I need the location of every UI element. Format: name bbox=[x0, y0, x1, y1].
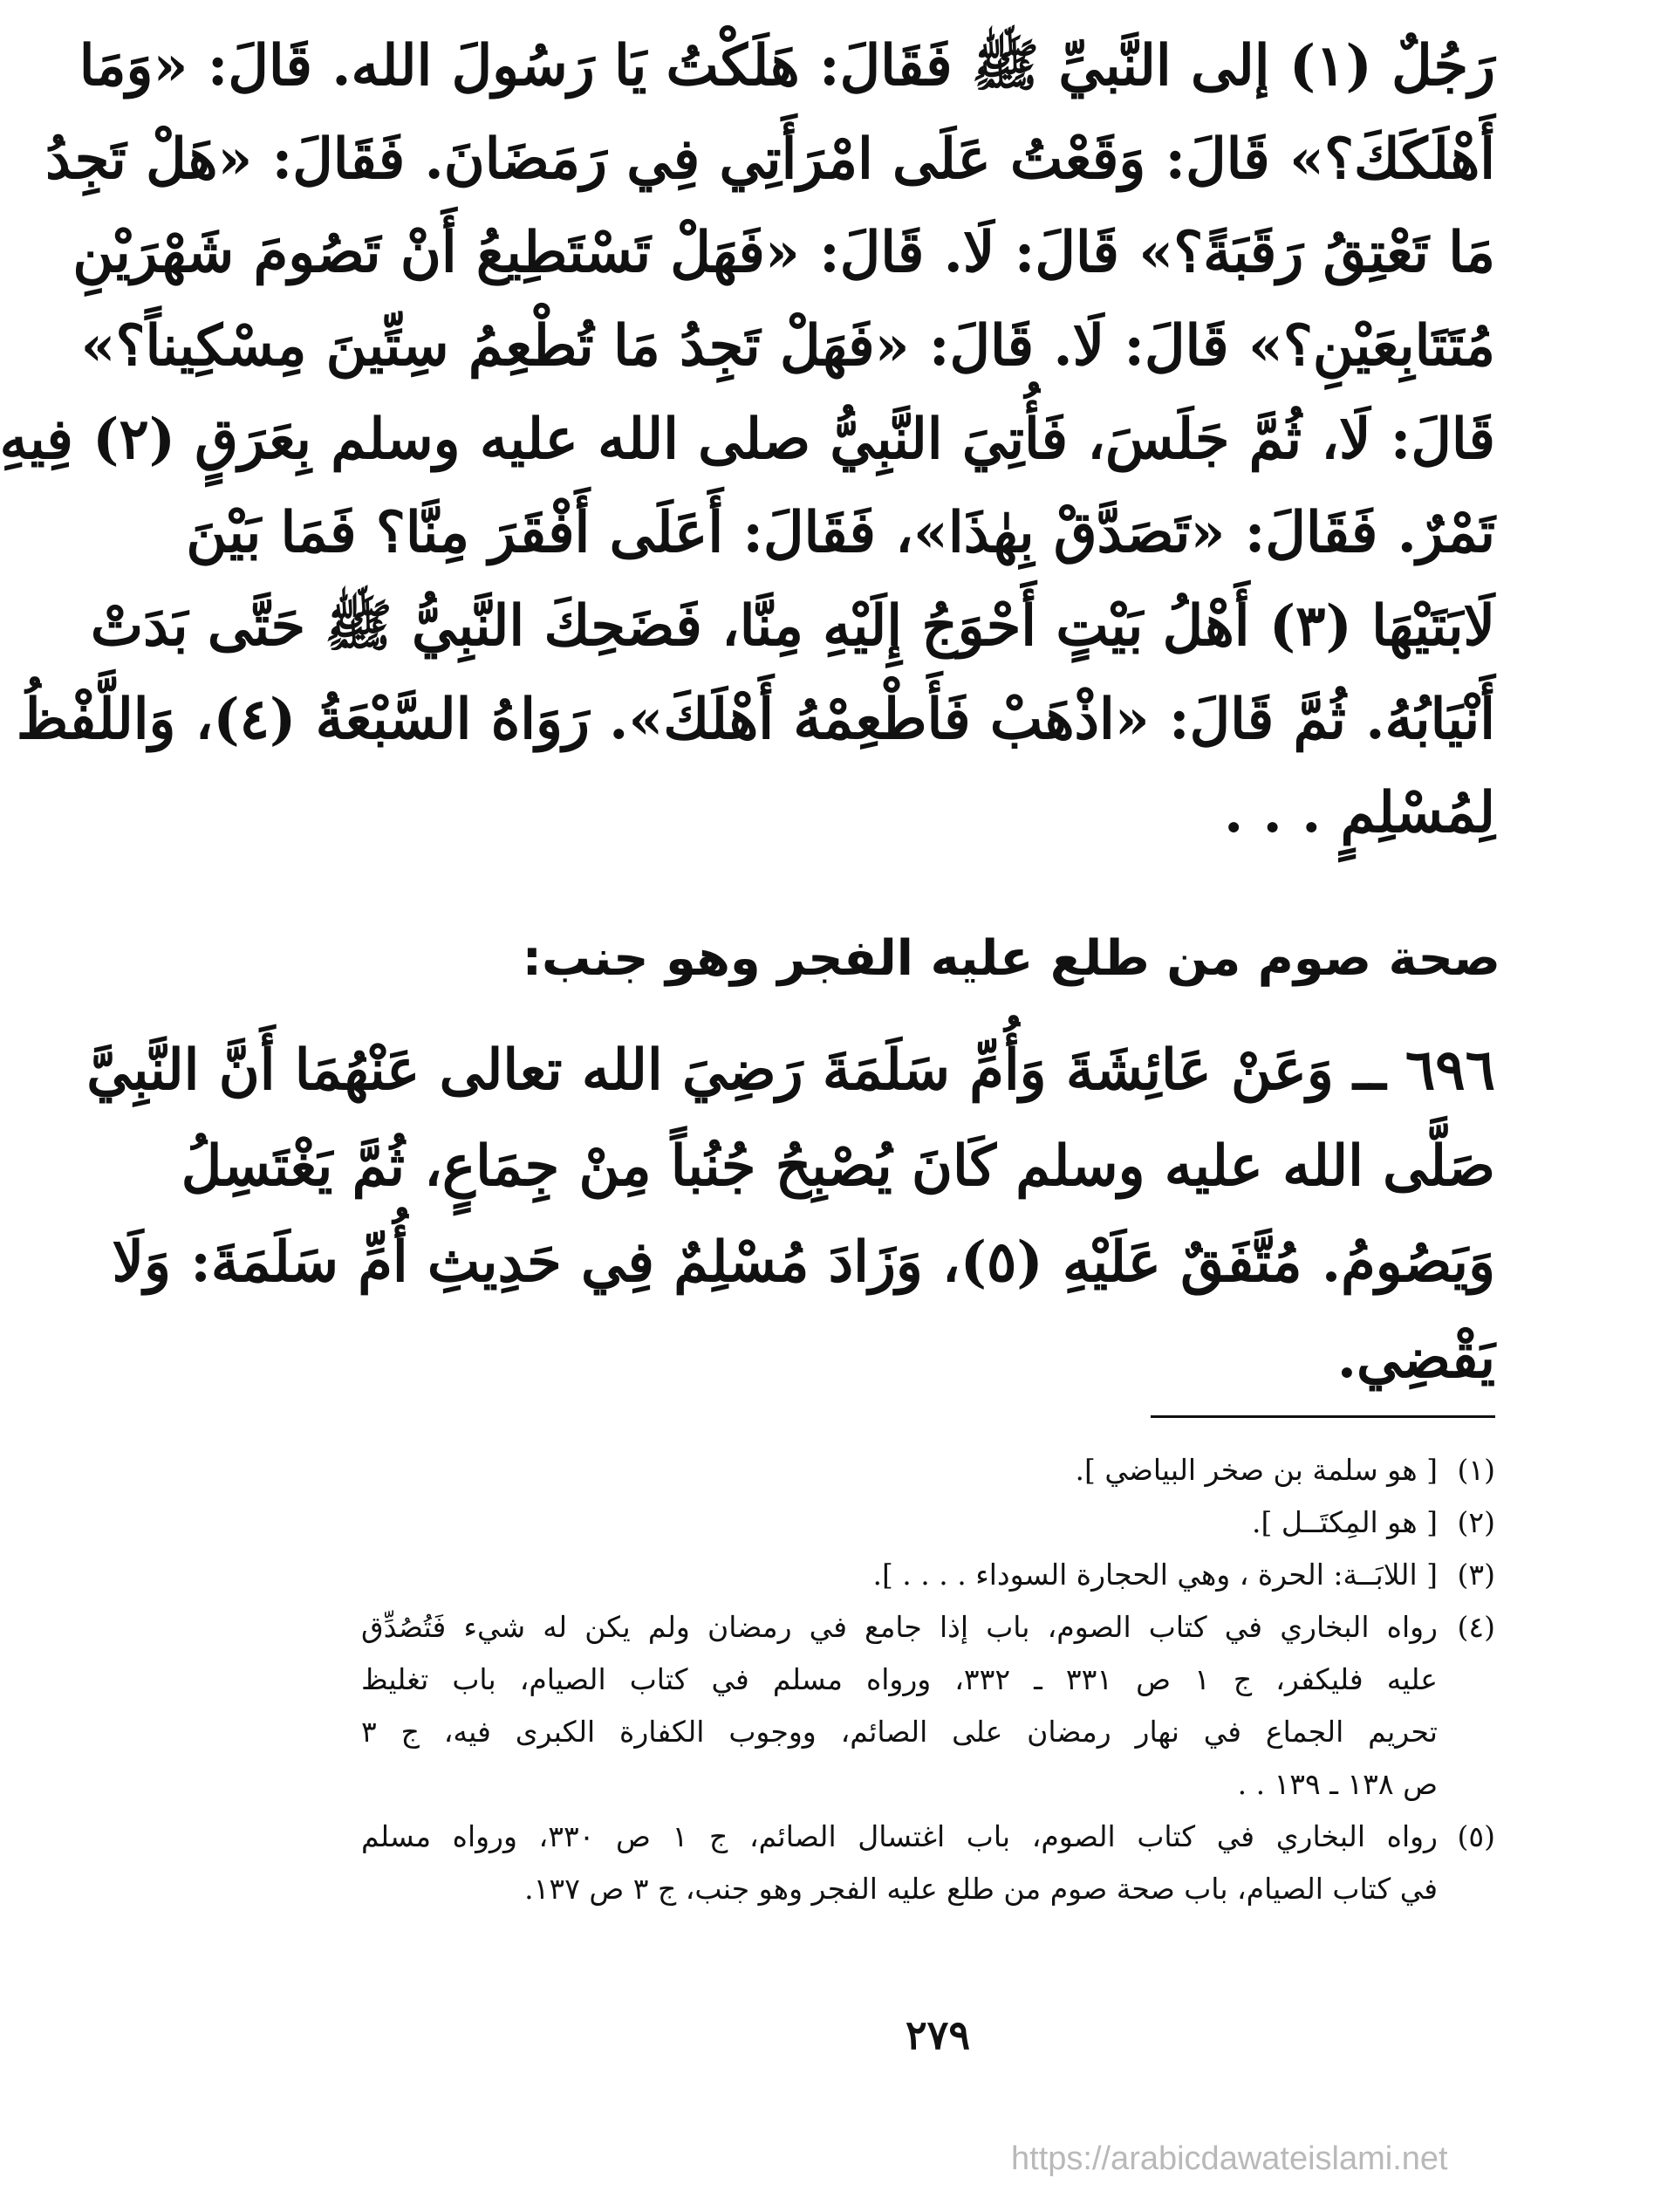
text-line: أَنْيَابُهُ. ثُمَّ قَالَ: «اذْهَبْ فَأَطْعِمْهُ أَهْلَكَ». رَوَاهُ السَّبْعَةُ (٤)، وَاللَّفْظُ bbox=[16, 687, 1495, 752]
footnote-number: (٢) bbox=[1457, 1505, 1495, 1539]
page-number: ٢٧٩ bbox=[905, 2011, 971, 2058]
footnote-4 bbox=[361, 1601, 1495, 1811]
footnote-number: (٣) bbox=[1457, 1558, 1495, 1592]
text-line: أَهْلَكَكَ؟» قَالَ: وَقَعْتُ عَلَى امْرَأَتِي فِي رَمَضَانَ. فَقَالَ: «هَلْ تَجِدُ bbox=[45, 127, 1495, 192]
footnote-line: [ هو المِكتَــل ]. bbox=[1252, 1505, 1438, 1539]
text-line: مُتَتَابِعَيْنِ؟» قَالَ: لَا. قَالَ: «فَهَلْ تَجِدُ مَا تُطْعِمُ سِتِّينَ مِسْكِيناً؟» bbox=[80, 313, 1495, 379]
text-line: قَالَ: لَا، ثُمَّ جَلَسَ، فَأُتِيَ النَّبِيُّ صلى الله عليه وسلم بِعَرَقٍ (٢) فِيهِ bbox=[0, 407, 1495, 472]
footnote-2 bbox=[361, 1496, 1495, 1549]
text-line: لِمُسْلِمٍ . . . bbox=[1223, 780, 1495, 846]
footnote-3 bbox=[361, 1549, 1495, 1601]
section-heading: صحة صوم من طلع عليه الفجر وهو جنب: bbox=[522, 930, 1500, 987]
website-watermark: https://arabicdawateislami.net bbox=[1011, 2140, 1448, 2177]
text-line: وَيَصُومُ. مُتَّفَقٌ عَلَيْهِ (٥)، وَزَادَ مُسْلِمٌ فِي حَدِيثِ أُمِّ سَلَمَةَ: وَلَا bbox=[112, 1229, 1495, 1295]
footnote-line: رواه البخاري في كتاب الصوم، باب اغتسال الصائم، ج ١ ص ٣٣٠، ورواه مسلم bbox=[361, 1819, 1438, 1853]
footnotes bbox=[361, 1444, 1495, 1915]
hadith-body-text bbox=[0, 19, 1495, 859]
footnote-line: رواه البخاري في كتاب الصوم، باب إذا جامع في رمضان ولم يكن له شيء فَتُصُدِّق bbox=[361, 1610, 1438, 1644]
text-line: صَلَّى الله عليه وسلم كَانَ يُصْبِحُ جُنُباً مِنْ جِمَاعٍ، ثُمَّ يَغْتَسِلُ bbox=[181, 1133, 1495, 1199]
text-line: رَجُلٌ (١) إلى النَّبيِّ ﷺ فَقَالَ: هَلَكْتُ يَا رَسُولَ الله. قَالَ: «وَمَا bbox=[79, 33, 1495, 99]
text-line: مَا تَعْتِقُ رَقَبَةً؟» قَالَ: لَا. قَالَ: «فَهَلْ تَسْتَطِيعُ أَنْ تَصُومَ شَهْرَيْنِ bbox=[72, 220, 1495, 285]
footnote-line: [ هو سلمة بن صخر البياضي ]. bbox=[1075, 1453, 1438, 1487]
footnote-line: [ اللابَــة: الحرة ، وهي الحجارة السوداء . . . . ]. bbox=[872, 1558, 1438, 1592]
footnote-5 bbox=[361, 1811, 1495, 1915]
footnote-1 bbox=[361, 1444, 1495, 1496]
text-line: ٦٩٦ ــ وَعَنْ عَائِشَةَ وَأُمِّ سَلَمَةَ رَضِيَ الله تعالى عَنْهُمَا أَنَّ النَّبِيَّ bbox=[86, 1038, 1495, 1103]
footnote-number: (١) bbox=[1457, 1453, 1495, 1487]
footnote-number: (٥) bbox=[1457, 1819, 1495, 1853]
footnote-divider bbox=[1151, 1415, 1495, 1418]
footnote-line: في كتاب الصيام، باب صحة صوم من طلع عليه الفجر وهو جنب، ج ٣ ص ١٣٧. bbox=[524, 1872, 1438, 1906]
text-line: لَابَتَيْهَا (٣) أَهْلُ بَيْتٍ أَحْوَجُ إِلَيْهِ مِنَّا، فَضَحِكَ النَّبِيُّ ﷺ حَتَّى بَدَتْ bbox=[90, 593, 1495, 659]
footnote-line: عليه فليكفر، ج ١ ص ٣٣١ ـ ٣٣٢، ورواه مسلم في كتاب الصيام، باب تغليظ bbox=[361, 1662, 1438, 1696]
hadith-696-text bbox=[86, 1023, 1495, 1407]
footnote-line: تحريم الجماع في نهار رمضان على الصائم، ووجوب الكفارة الكبرى فيه، ج ٣ bbox=[361, 1715, 1438, 1749]
footnote-number: (٤) bbox=[1457, 1610, 1495, 1644]
footnote-line: ص ١٣٨ ـ ١٣٩ . . bbox=[1237, 1767, 1438, 1801]
text-line: تَمْرٌ. فَقَالَ: «تَصَدَّقْ بِهٰذَا»، فَقَالَ: أَعَلَى أَفْقَرَ مِنَّا؟ فَمَا بَيْنَ bbox=[186, 500, 1495, 565]
text-line: يَقْضِي. bbox=[1336, 1325, 1495, 1391]
